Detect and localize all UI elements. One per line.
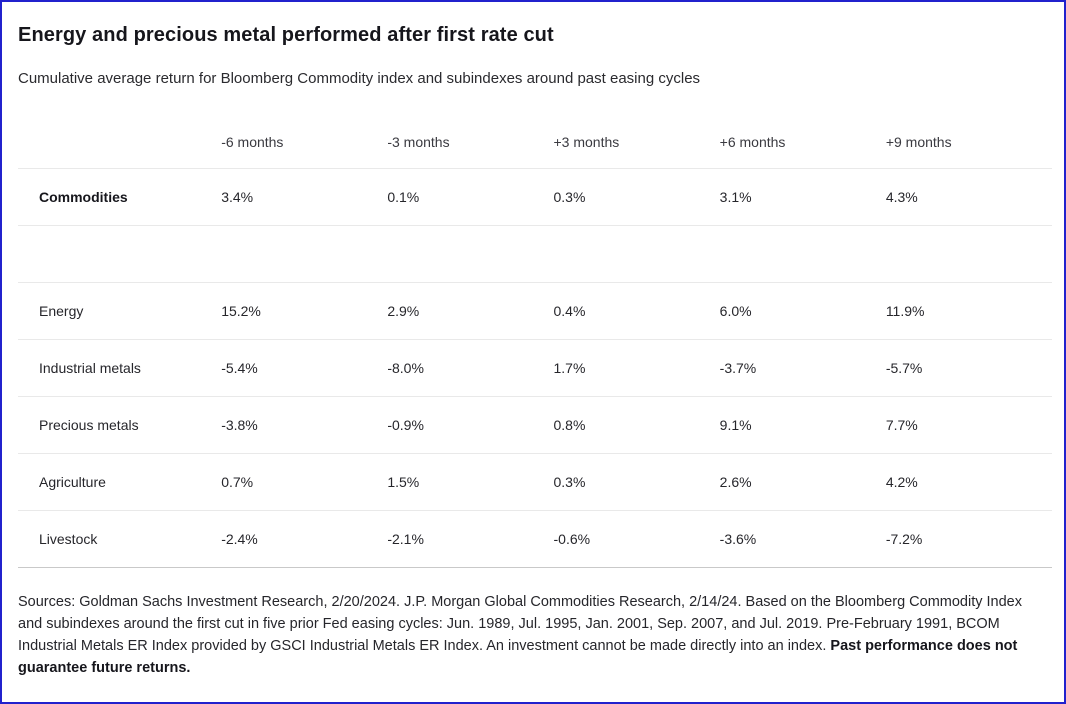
cell-value: 2.6% bbox=[720, 453, 886, 510]
cell-value: 0.4% bbox=[554, 282, 720, 339]
cell-value: -5.7% bbox=[886, 339, 1052, 396]
sources-disclaimer-bold: Past performance does not guarantee future returns. bbox=[18, 637, 1018, 676]
table-row-agriculture bbox=[18, 453, 1052, 510]
table-spacer-row bbox=[18, 225, 1052, 282]
cell-value: -2.4% bbox=[221, 510, 387, 567]
column-header-minus-6-months: -6 months bbox=[221, 117, 387, 168]
cell-value: -3.6% bbox=[720, 510, 886, 567]
cell-value: 0.7% bbox=[221, 453, 387, 510]
cell-value: -3.7% bbox=[720, 339, 886, 396]
row-label: Agriculture bbox=[18, 453, 221, 510]
cell-value: 15.2% bbox=[221, 282, 387, 339]
cell-value: -2.1% bbox=[387, 510, 553, 567]
table-row-energy bbox=[18, 282, 1052, 339]
cell-value: 2.9% bbox=[387, 282, 553, 339]
column-header-blank bbox=[18, 117, 221, 168]
cell-value: 7.7% bbox=[886, 396, 1052, 453]
column-header-minus-3-months: -3 months bbox=[387, 117, 553, 168]
row-label: Industrial metals bbox=[18, 339, 221, 396]
row-label: Livestock bbox=[18, 510, 221, 567]
cell-value: 0.1% bbox=[387, 168, 553, 225]
table-header-row bbox=[18, 117, 1052, 168]
cell-value: 3.4% bbox=[221, 168, 387, 225]
column-header-plus-9-months: +9 months bbox=[886, 117, 1052, 168]
table-row-industrial-metals bbox=[18, 339, 1052, 396]
cell-value: 11.9% bbox=[886, 282, 1052, 339]
column-header-plus-6-months: +6 months bbox=[720, 117, 886, 168]
cell-value: 0.3% bbox=[554, 168, 720, 225]
cell-value: -8.0% bbox=[387, 339, 553, 396]
cell-value: 6.0% bbox=[720, 282, 886, 339]
table-row-precious-metals bbox=[18, 396, 1052, 453]
cell-value: -0.6% bbox=[554, 510, 720, 567]
returns-table bbox=[18, 117, 1052, 568]
row-label: Energy bbox=[18, 282, 221, 339]
page-title: Energy and precious metal performed after first rate cut bbox=[18, 24, 554, 46]
sources-text: Sources: Goldman Sachs Investment Research, 2/20/2024. J.P. Morgan Global Commodities Research, 2/14/24. Based on the Bloomberg Commodity Index and subindexes around the first cut in five prior Fed easing cycles: Jun. 1989, Jul. 1995, Jan. 2001, Sep. 2007, and Jul. 2019. Pre-February 1991, BCOM Industrial Metals ER Index provided by GSCI Industrial Metals ER Index. An investment cannot be made directly into an index. bbox=[18, 593, 1022, 654]
cell-value: -0.9% bbox=[387, 396, 553, 453]
cell-value: 0.3% bbox=[554, 453, 720, 510]
cell-value: 1.5% bbox=[387, 453, 553, 510]
cell-value: 0.8% bbox=[554, 396, 720, 453]
row-label: Precious metals bbox=[18, 396, 221, 453]
sources-note bbox=[18, 591, 1048, 679]
cell-value: -3.8% bbox=[221, 396, 387, 453]
cell-value: -5.4% bbox=[221, 339, 387, 396]
table-row-commodities bbox=[18, 168, 1052, 225]
page-subtitle: Cumulative average return for Bloomberg Commodity index and subindexes around past easing cycles bbox=[18, 70, 701, 87]
cell-value: 3.1% bbox=[720, 168, 886, 225]
cell-value: 9.1% bbox=[720, 396, 886, 453]
cell-value: -7.2% bbox=[886, 510, 1052, 567]
table-row-livestock bbox=[18, 510, 1052, 567]
column-header-plus-3-months: +3 months bbox=[554, 117, 720, 168]
spacer-cell bbox=[18, 225, 1052, 282]
cell-value: 4.3% bbox=[886, 168, 1052, 225]
cell-value: 1.7% bbox=[554, 339, 720, 396]
row-label: Commodities bbox=[18, 168, 221, 225]
cell-value: 4.2% bbox=[886, 453, 1052, 510]
